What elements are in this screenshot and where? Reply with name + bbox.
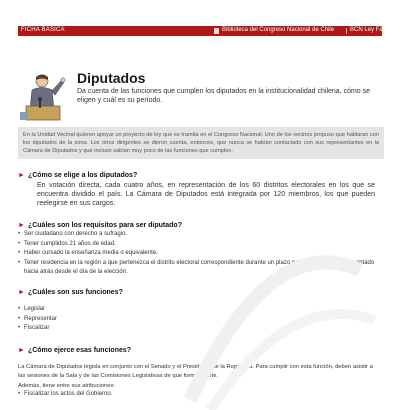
- library-name: Biblioteca del Congreso Nacional de Chile: [222, 27, 335, 33]
- intro-box: En la Unidad Vecinal quieren apoyar un proyecto de ley que se tramita en el Congreso Nacional. Uno de los vecinos propuso que hablaran con los diputados de la zona. Los otros dirigentes se dieron cuenta, entonces, que nunca se habían contactado con sus representantes en la Cámara de Diputados y que incluso sabían muy poco de las funciones que cumplen.: [18, 127, 384, 159]
- question-text: ¿Cuáles son sus funciones?: [27, 289, 123, 296]
- header-bar: [18, 26, 389, 36]
- list-item: • Representar: [18, 315, 57, 325]
- question-text: ¿Cómo ejerce esas funciones?: [27, 347, 132, 354]
- question-heading: [18, 289, 123, 296]
- page-title: Diputados: [77, 70, 146, 86]
- list-item: • Tener cumplidos 21 años de edad.: [18, 240, 378, 250]
- header-divider: [346, 28, 347, 34]
- list-item: • Legislar: [18, 305, 57, 315]
- speaker-illustration: [18, 70, 70, 122]
- question-text: ¿Cuáles son los requisitos para ser diputado?: [27, 222, 182, 229]
- list-item: • Fiscalizar: [18, 324, 57, 334]
- bcn-logo-icon: [214, 28, 219, 34]
- list-item: • Fiscalizar los actos del Gobierno.: [18, 390, 112, 400]
- arrow-bullet-icon: ►: [18, 222, 25, 229]
- arrow-bullet-icon: ►: [18, 347, 25, 354]
- list-item: • Tener residencia en la región a que pertenezca el distrito electoral correspondiente durante un plazo no inferior a dos años, contado hacia atrás desde el día de la elección.: [18, 259, 378, 278]
- page-subtitle: Da cuenta de las funciones que cumplen los diputados en la institucionalidad chilena, cómo se eligen y cuál es su período.: [77, 88, 371, 104]
- functions-list: [18, 305, 57, 334]
- attributions-list: [18, 390, 112, 400]
- document-type-tag: FICHA BÁSICA: [21, 27, 65, 33]
- ley-facil-brand: BCN Ley Fácil: [350, 27, 389, 33]
- question-heading: [18, 347, 131, 354]
- arrow-bullet-icon: ►: [18, 172, 25, 179]
- answer-text: En votación directa, cada cuatro años, en representación de los 60 distritos electorales en los que se encuentra dividido el país. La Cámara de Diputados está integrada por 120 miembros, los que pueden reelegirse en sus cargos.: [37, 182, 375, 207]
- question-text: ¿Cómo se elige a los diputados?: [27, 172, 138, 179]
- list-item: • Haber cursado la enseñanza media o equivalente.: [18, 249, 378, 259]
- question-heading: [18, 172, 137, 179]
- body-paragraph: Además, tiene entre sus atribuciones:: [18, 383, 115, 389]
- watermark-graphic: [150, 210, 380, 410]
- arrow-bullet-icon: ►: [18, 289, 25, 296]
- body-paragraph: La Cámara de Diputados legisla en conjunto con el Senado y el Presidente de la República. Para cumplir con esta función, deben asistir a las sesiones de la Sala y de las Comisiones Legislativas de que formen parte.: [18, 364, 373, 379]
- list-item: • Ser ciudadano con derecho a sufragio.: [18, 230, 378, 240]
